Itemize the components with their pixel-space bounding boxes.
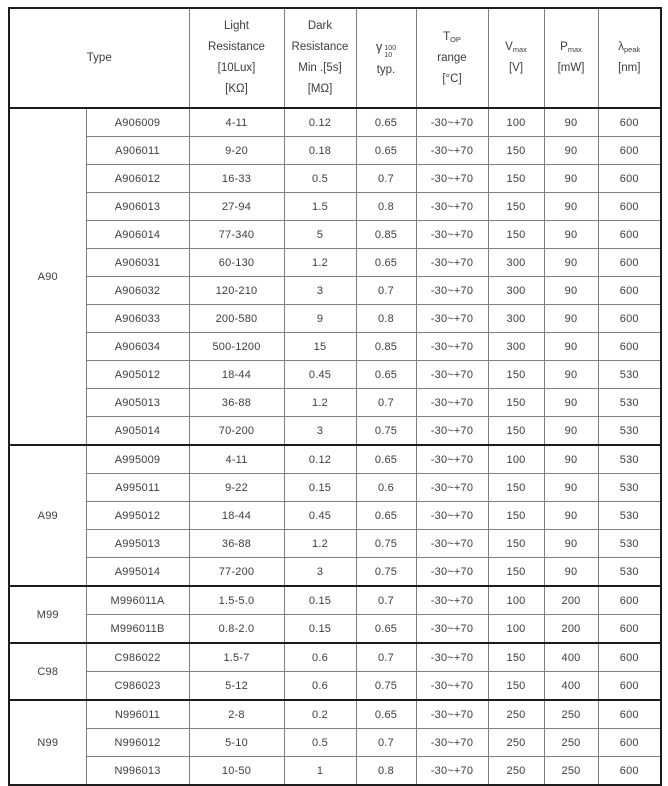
header-row <box>9 8 661 108</box>
cell-light-resistance: 2-8 <box>189 700 284 729</box>
cell-lambda-peak: 530 <box>598 502 661 530</box>
cell-top-range: -30~+70 <box>416 530 488 558</box>
cell-vmax: 150 <box>488 530 544 558</box>
vmax-unit-label: [V] <box>508 62 524 74</box>
cell-lambda-peak: 530 <box>598 389 661 417</box>
cell-dark-resistance: 0.5 <box>284 729 356 757</box>
cell-part-number: A906031 <box>86 249 189 277</box>
cell-lambda-peak: 600 <box>598 221 661 249</box>
cell-lambda-peak: 600 <box>598 108 661 137</box>
cell-pmax: 90 <box>544 108 598 137</box>
cell-top-range: -30~+70 <box>416 108 488 137</box>
cell-part-number: A906014 <box>86 221 189 249</box>
cell-dark-resistance: 0.45 <box>284 361 356 389</box>
top-range-label: range <box>437 51 467 64</box>
table-row <box>9 586 661 615</box>
table-row <box>9 502 661 530</box>
type-header-label: Type <box>86 51 112 64</box>
cell-pmax: 90 <box>544 221 598 249</box>
cell-pmax: 400 <box>544 672 598 701</box>
table-row <box>9 757 661 786</box>
cell-gamma-typ: 0.85 <box>356 333 416 361</box>
cell-dark-resistance: 1.2 <box>284 249 356 277</box>
cell-lambda-peak: 530 <box>598 445 661 474</box>
cell-dark-resistance: 0.12 <box>284 108 356 137</box>
cell-part-number: C986023 <box>86 672 189 701</box>
cell-top-range: -30~+70 <box>416 389 488 417</box>
cell-light-resistance: 10-50 <box>189 757 284 786</box>
cell-pmax: 90 <box>544 249 598 277</box>
cell-light-resistance: 200-580 <box>189 305 284 333</box>
cell-lambda-peak: 600 <box>598 305 661 333</box>
cell-gamma-typ: 0.7 <box>356 389 416 417</box>
cell-vmax: 150 <box>488 672 544 701</box>
cell-gamma-typ: 0.85 <box>356 221 416 249</box>
light-resistance-line4: [KΩ] <box>225 83 248 95</box>
cell-lambda-peak: 530 <box>598 530 661 558</box>
cell-dark-resistance: 3 <box>284 558 356 587</box>
table-row <box>9 700 661 729</box>
table-row <box>9 729 661 757</box>
cell-pmax: 400 <box>544 643 598 672</box>
type-group-cell: C98 <box>9 643 86 700</box>
cell-pmax: 90 <box>544 417 598 446</box>
cell-light-resistance: 5-10 <box>189 729 284 757</box>
cell-dark-resistance: 1.5 <box>284 193 356 221</box>
table-row <box>9 615 661 644</box>
dark-resistance-line3: Min .[5s] <box>298 62 342 74</box>
cell-top-range: -30~+70 <box>416 165 488 193</box>
cell-lambda-peak: 600 <box>598 700 661 729</box>
cell-lambda-peak: 600 <box>598 757 661 786</box>
cell-part-number: A906012 <box>86 165 189 193</box>
cell-gamma-typ: 0.65 <box>356 615 416 644</box>
cell-part-number: A995012 <box>86 502 189 530</box>
cell-top-range: -30~+70 <box>416 445 488 474</box>
cell-light-resistance: 9-22 <box>189 474 284 502</box>
cell-dark-resistance: 0.15 <box>284 586 356 615</box>
cell-top-range: -30~+70 <box>416 249 488 277</box>
cell-top-range: -30~+70 <box>416 672 488 701</box>
cell-vmax: 150 <box>488 221 544 249</box>
cell-lambda-peak: 600 <box>598 586 661 615</box>
cell-top-range: -30~+70 <box>416 615 488 644</box>
cell-lambda-peak: 600 <box>598 729 661 757</box>
type-group-cell: N99 <box>9 700 86 785</box>
vmax-base: V <box>505 41 513 53</box>
cell-vmax: 300 <box>488 333 544 361</box>
cell-lambda-peak: 600 <box>598 277 661 305</box>
cell-vmax: 150 <box>488 137 544 165</box>
dark-resistance-line4: [MΩ] <box>307 83 333 95</box>
cell-gamma-typ: 0.8 <box>356 305 416 333</box>
cell-dark-resistance: 1.2 <box>284 389 356 417</box>
cell-vmax: 150 <box>488 417 544 446</box>
cell-lambda-peak: 600 <box>598 643 661 672</box>
cell-dark-resistance: 0.18 <box>284 137 356 165</box>
type-group-cell: M99 <box>9 586 86 643</box>
cell-gamma-typ: 0.75 <box>356 672 416 701</box>
cell-light-resistance: 0.8-2.0 <box>189 615 284 644</box>
cell-vmax: 150 <box>488 474 544 502</box>
cell-top-range: -30~+70 <box>416 361 488 389</box>
cell-lambda-peak: 600 <box>598 193 661 221</box>
cell-light-resistance: 4-11 <box>189 108 284 137</box>
cell-part-number: N996011 <box>86 700 189 729</box>
cell-pmax: 90 <box>544 305 598 333</box>
cell-gamma-typ: 0.65 <box>356 361 416 389</box>
top-symbol-line <box>417 27 488 48</box>
spec-table-body <box>9 108 661 785</box>
table-row <box>9 361 661 389</box>
cell-lambda-peak: 600 <box>598 672 661 701</box>
cell-dark-resistance: 0.5 <box>284 165 356 193</box>
cell-gamma-typ: 0.7 <box>356 643 416 672</box>
cell-light-resistance: 70-200 <box>189 417 284 446</box>
cell-top-range: -30~+70 <box>416 417 488 446</box>
cell-vmax: 250 <box>488 757 544 786</box>
cell-light-resistance: 77-200 <box>189 558 284 587</box>
cell-light-resistance: 36-88 <box>189 530 284 558</box>
cell-lambda-peak: 600 <box>598 333 661 361</box>
cell-light-resistance: 500-1200 <box>189 333 284 361</box>
cell-gamma-typ: 0.8 <box>356 193 416 221</box>
dark-resistance-line2: Resistance <box>291 41 349 53</box>
vmax-subscript: max <box>512 45 527 54</box>
top-base: T <box>443 30 451 43</box>
cell-lambda-peak: 600 <box>598 137 661 165</box>
cell-gamma-typ: 0.8 <box>356 757 416 786</box>
gamma-superscript: 100 <box>384 44 397 52</box>
cell-lambda-peak: 530 <box>598 361 661 389</box>
cell-vmax: 100 <box>488 615 544 644</box>
cell-pmax: 90 <box>544 474 598 502</box>
cell-light-resistance: 120-210 <box>189 277 284 305</box>
cell-vmax: 300 <box>488 249 544 277</box>
cell-part-number: A906009 <box>86 108 189 137</box>
cell-pmax: 90 <box>544 502 598 530</box>
cell-light-resistance: 9-20 <box>189 137 284 165</box>
cell-part-number: A906011 <box>86 137 189 165</box>
cell-light-resistance: 4-11 <box>189 445 284 474</box>
cell-gamma-typ: 0.65 <box>356 700 416 729</box>
cell-gamma-typ: 0.7 <box>356 586 416 615</box>
cell-gamma-typ: 0.75 <box>356 558 416 587</box>
cell-top-range: -30~+70 <box>416 586 488 615</box>
cell-dark-resistance: 1 <box>284 757 356 786</box>
cell-part-number: C986022 <box>86 643 189 672</box>
cell-light-resistance: 60-130 <box>189 249 284 277</box>
gamma-typ-label: typ. <box>376 63 396 76</box>
table-row <box>9 558 661 587</box>
table-header <box>9 8 661 108</box>
table-row <box>9 108 661 137</box>
cell-light-resistance: 18-44 <box>189 361 284 389</box>
cell-top-range: -30~+70 <box>416 729 488 757</box>
lambda-subscript: peak <box>623 45 641 54</box>
cell-top-range: -30~+70 <box>416 193 488 221</box>
cell-pmax: 90 <box>544 333 598 361</box>
light-resistance-line3: [10Lux] <box>217 62 256 74</box>
cell-part-number: A905012 <box>86 361 189 389</box>
cell-gamma-typ: 0.75 <box>356 530 416 558</box>
table-row <box>9 389 661 417</box>
table-row <box>9 165 661 193</box>
cell-vmax: 250 <box>488 729 544 757</box>
pmax-symbol-line <box>545 37 598 58</box>
cell-lambda-peak: 600 <box>598 165 661 193</box>
cell-vmax: 300 <box>488 277 544 305</box>
cell-gamma-typ: 0.65 <box>356 445 416 474</box>
table-row <box>9 221 661 249</box>
cell-top-range: -30~+70 <box>416 558 488 587</box>
cell-part-number: A995009 <box>86 445 189 474</box>
top-unit-label: [°C] <box>442 72 462 85</box>
cell-vmax: 150 <box>488 361 544 389</box>
cell-vmax: 150 <box>488 558 544 587</box>
cell-part-number: A995013 <box>86 530 189 558</box>
cell-vmax: 150 <box>488 389 544 417</box>
cell-dark-resistance: 15 <box>284 333 356 361</box>
cell-top-range: -30~+70 <box>416 700 488 729</box>
cell-gamma-typ: 0.7 <box>356 277 416 305</box>
cell-lambda-peak: 600 <box>598 249 661 277</box>
cell-pmax: 90 <box>544 137 598 165</box>
cell-dark-resistance: 3 <box>284 417 356 446</box>
light-resistance-line1: Light <box>224 20 249 32</box>
cell-pmax: 200 <box>544 615 598 644</box>
cell-part-number: A995011 <box>86 474 189 502</box>
cell-pmax: 90 <box>544 445 598 474</box>
gamma-subscript: 10 <box>384 52 393 59</box>
cell-light-resistance: 1.5-7 <box>189 643 284 672</box>
gamma-symbol: γ <box>375 38 383 54</box>
table-row <box>9 643 661 672</box>
cell-dark-resistance: 0.2 <box>284 700 356 729</box>
cell-top-range: -30~+70 <box>416 221 488 249</box>
cell-vmax: 300 <box>488 305 544 333</box>
cell-pmax: 250 <box>544 700 598 729</box>
col-header-pmax <box>544 8 598 108</box>
cell-vmax: 100 <box>488 445 544 474</box>
gamma-symbol-line <box>357 36 416 60</box>
table-row <box>9 445 661 474</box>
cell-light-resistance: 1.5-5.0 <box>189 586 284 615</box>
cell-pmax: 90 <box>544 530 598 558</box>
cell-dark-resistance: 5 <box>284 221 356 249</box>
table-row <box>9 530 661 558</box>
cell-top-range: -30~+70 <box>416 305 488 333</box>
cell-vmax: 150 <box>488 643 544 672</box>
cell-vmax: 250 <box>488 700 544 729</box>
cell-light-resistance: 18-44 <box>189 502 284 530</box>
cell-part-number: N996013 <box>86 757 189 786</box>
cell-pmax: 90 <box>544 193 598 221</box>
table-row <box>9 137 661 165</box>
col-header-light-resistance <box>189 8 284 108</box>
cell-gamma-typ: 0.7 <box>356 165 416 193</box>
cell-part-number: A906034 <box>86 333 189 361</box>
cell-lambda-peak: 530 <box>598 558 661 587</box>
lambda-base: λ <box>618 41 624 53</box>
col-header-type <box>9 8 189 108</box>
table-row <box>9 193 661 221</box>
cell-part-number: A906032 <box>86 277 189 305</box>
cell-pmax: 250 <box>544 729 598 757</box>
cell-part-number: A995014 <box>86 558 189 587</box>
dark-resistance-line1: Dark <box>307 20 333 32</box>
col-header-top-range <box>416 8 488 108</box>
spec-table <box>8 7 662 786</box>
cell-pmax: 90 <box>544 277 598 305</box>
cell-top-range: -30~+70 <box>416 757 488 786</box>
gamma-ratio <box>384 45 396 60</box>
pmax-subscript: max <box>567 45 582 54</box>
top-subscript: OP <box>450 34 461 44</box>
cell-dark-resistance: 0.45 <box>284 502 356 530</box>
table-row <box>9 474 661 502</box>
cell-lambda-peak: 530 <box>598 417 661 446</box>
cell-dark-resistance: 0.6 <box>284 672 356 701</box>
cell-light-resistance: 36-88 <box>189 389 284 417</box>
cell-dark-resistance: 0.6 <box>284 643 356 672</box>
cell-part-number: A906013 <box>86 193 189 221</box>
cell-lambda-peak: 600 <box>598 615 661 644</box>
cell-top-range: -30~+70 <box>416 333 488 361</box>
col-header-lambda-peak <box>598 8 661 108</box>
cell-part-number: M996011B <box>86 615 189 644</box>
table-row <box>9 305 661 333</box>
table-row <box>9 672 661 701</box>
lambda-unit-label: [nm] <box>618 62 641 74</box>
cell-dark-resistance: 9 <box>284 305 356 333</box>
cell-vmax: 100 <box>488 108 544 137</box>
type-group-cell: A99 <box>9 445 86 586</box>
cell-gamma-typ: 0.65 <box>356 108 416 137</box>
cell-pmax: 90 <box>544 165 598 193</box>
table-row <box>9 249 661 277</box>
cell-pmax: 90 <box>544 361 598 389</box>
light-resistance-line2: Resistance <box>208 41 265 53</box>
cell-part-number: M996011A <box>86 586 189 615</box>
cell-part-number: N996012 <box>86 729 189 757</box>
table-row <box>9 333 661 361</box>
table-row <box>9 417 661 446</box>
cell-top-range: -30~+70 <box>416 277 488 305</box>
cell-dark-resistance: 0.15 <box>284 474 356 502</box>
cell-dark-resistance: 0.12 <box>284 445 356 474</box>
cell-dark-resistance: 1.2 <box>284 530 356 558</box>
cell-top-range: -30~+70 <box>416 502 488 530</box>
spec-sheet <box>8 7 662 786</box>
cell-dark-resistance: 0.15 <box>284 615 356 644</box>
lambda-symbol-line <box>599 37 661 58</box>
cell-top-range: -30~+70 <box>416 643 488 672</box>
cell-light-resistance: 5-12 <box>189 672 284 701</box>
cell-gamma-typ: 0.65 <box>356 502 416 530</box>
vmax-symbol-line <box>489 37 544 58</box>
cell-vmax: 100 <box>488 586 544 615</box>
cell-gamma-typ: 0.65 <box>356 249 416 277</box>
pmax-base: P <box>560 41 568 53</box>
cell-gamma-typ: 0.65 <box>356 137 416 165</box>
cell-pmax: 250 <box>544 757 598 786</box>
cell-dark-resistance: 3 <box>284 277 356 305</box>
cell-vmax: 150 <box>488 502 544 530</box>
cell-pmax: 90 <box>544 558 598 587</box>
cell-vmax: 150 <box>488 165 544 193</box>
cell-part-number: A906033 <box>86 305 189 333</box>
cell-vmax: 150 <box>488 193 544 221</box>
cell-light-resistance: 77-340 <box>189 221 284 249</box>
cell-light-resistance: 16-33 <box>189 165 284 193</box>
cell-light-resistance: 27-94 <box>189 193 284 221</box>
cell-part-number: A905013 <box>86 389 189 417</box>
col-header-dark-resistance <box>284 8 356 108</box>
cell-part-number: A905014 <box>86 417 189 446</box>
cell-lambda-peak: 530 <box>598 474 661 502</box>
cell-gamma-typ: 0.75 <box>356 417 416 446</box>
col-header-gamma <box>356 8 416 108</box>
type-group-cell: A90 <box>9 108 86 445</box>
table-row <box>9 277 661 305</box>
cell-gamma-typ: 0.7 <box>356 729 416 757</box>
cell-top-range: -30~+70 <box>416 474 488 502</box>
cell-gamma-typ: 0.6 <box>356 474 416 502</box>
pmax-unit-label: [mW] <box>557 62 585 74</box>
cell-pmax: 90 <box>544 389 598 417</box>
cell-top-range: -30~+70 <box>416 137 488 165</box>
col-header-vmax <box>488 8 544 108</box>
cell-pmax: 200 <box>544 586 598 615</box>
